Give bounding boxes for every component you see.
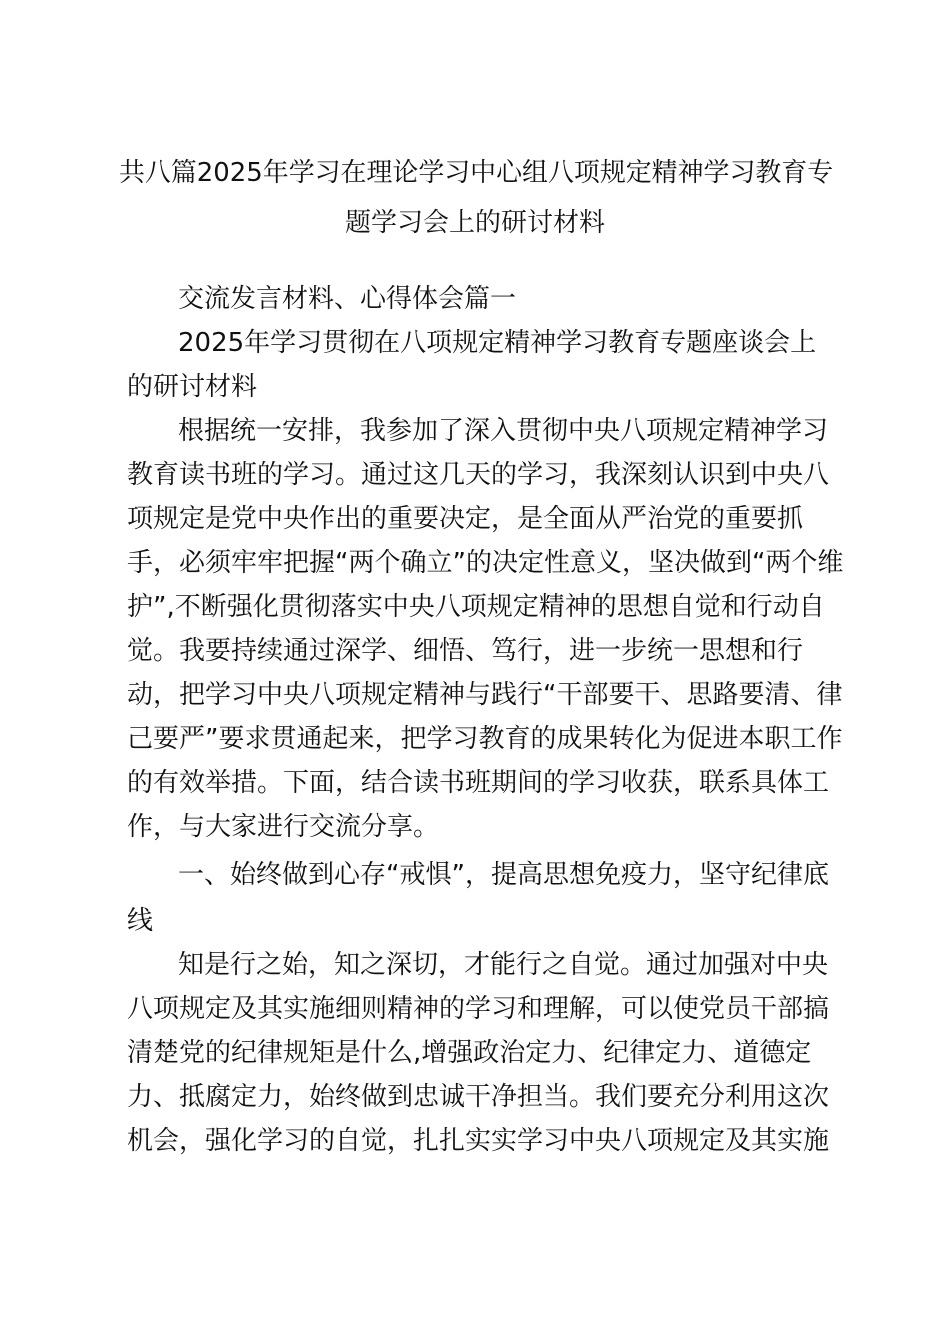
paragraph-1-line-6: 觉。我要持续通过深学、细悟、笃行，进一步统一思想和行: [127, 636, 804, 666]
paragraph-1-line-10: 作，与大家进行交流分享。: [127, 812, 440, 842]
section-label: 交流发言材料、心得体会篇一: [178, 284, 517, 314]
paragraph-1-line-8: 己要严”要求贯通起来，把学习教育的成果转化为促进本职工作: [127, 724, 843, 754]
paragraph-1-line-7: 动，把学习中央八项规定精神与践行“干部要干、思路要清、律: [127, 680, 843, 710]
paragraph-1-line-2: 教育读书班的学习。通过这几天的学习，我深刻认识到中央八: [127, 460, 830, 490]
document-title-line-2: 题学习会上的研讨材料: [344, 208, 605, 238]
subtitle-line-2: 的研讨材料: [127, 372, 258, 402]
heading-1-line-1: 一、始终做到心存“戒惧”，提高思想免疫力，坚守纪律底: [178, 860, 829, 890]
document-title-line-1: 共八篇2025年学习在理论学习中心组八项规定精神学习教育专: [119, 158, 834, 188]
paragraph-2-line-4: 力、抵腐定力，始终做到忠诚干净担当。我们要充分利用这次: [127, 1082, 830, 1112]
paragraph-2-line-5: 机会，强化学习的自觉，扎扎实实学习中央八项规定及其实施: [127, 1126, 830, 1156]
paragraph-2-line-1: 知是行之始，知之深切，才能行之自觉。通过加强对中央: [178, 950, 829, 980]
heading-1-line-2: 线: [127, 906, 154, 936]
paragraph-1-line-3: 项规定是党中央作出的重要决定，是全面从严治党的重要抓: [127, 504, 804, 534]
paragraph-2-line-3: 清楚党的纪律规矩是什么,增强政治定力、纪律定力、道德定: [127, 1038, 812, 1068]
subtitle-line-1: 2025年学习贯彻在八项规定精神学习教育专题座谈会上: [178, 328, 817, 358]
paragraph-1-line-4: 手，必须牢牢把握“两个确立”的决定性意义，坚决做到“两个维: [127, 548, 844, 578]
paragraph-2-line-2: 八项规定及其实施细则精神的学习和理解，可以使党员干部搞: [127, 994, 830, 1024]
paragraph-1-line-1: 根据统一安排，我参加了深入贯彻中央八项规定精神学习: [178, 416, 829, 446]
paragraph-1-line-9: 的有效举措。下面，结合读书班期间的学习收获，联系具体工: [127, 768, 830, 798]
paragraph-1-line-5: 护”,不断强化贯彻落实中央八项规定精神的思想自觉和行动自: [127, 592, 825, 622]
